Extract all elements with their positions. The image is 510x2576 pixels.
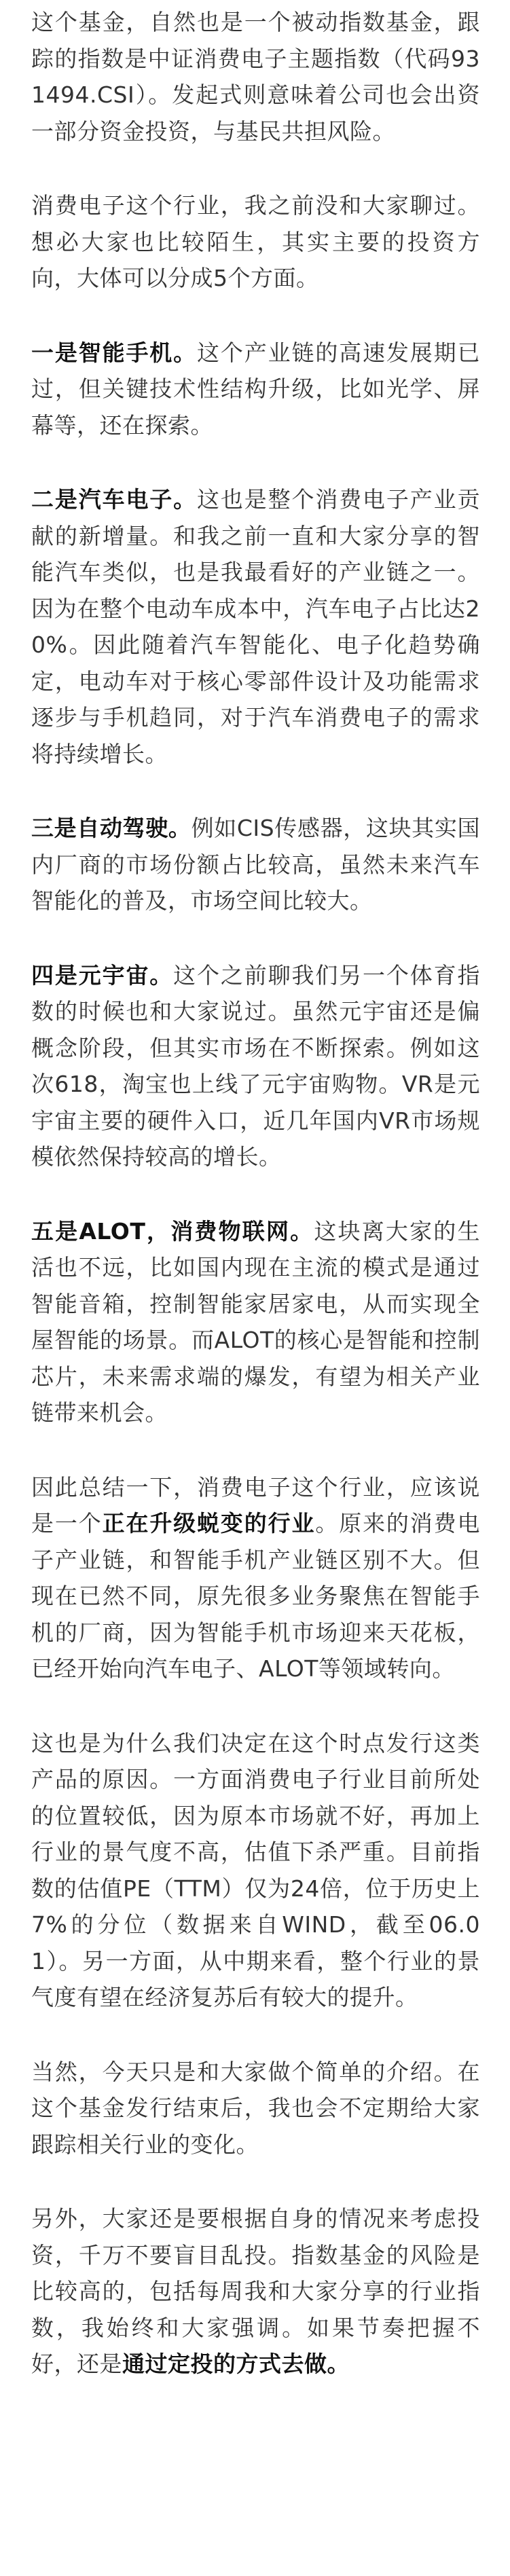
page-bottom-margin (0, 2566, 510, 2576)
paragraph-text: 这也是为什么我们决定在这个时点发行这类产品的原因。一方面消费电子行业目前所处的位置较低，因为原本市场就不好，再加上行业的景气度不高，估值下杀严重。目前指数的估值PE（TTM）仅为24倍，位于历史上7%的分位（数据来自WIND，截至06.01）。另一方面，从中期来看，整个行业的景气度有望在经济复苏后有较大的提升。 (31, 1729, 480, 2010)
paragraph-text: 这块离大家的生活也不远，比如国内现在主流的模式是通过智能音箱，控制智能家居家电，从而实现全屋智能的场景。而ALOT的核心是智能和控制芯片，未来需求端的爆发，有望为相关产业链带来机会。 (31, 1217, 480, 1426)
paragraph-summary (0, 1469, 510, 1687)
paragraph-text: 当然，今天只是和大家做个简单的介绍。在这个基金发行结束后，我也会不定期给大家跟踪相关行业的变化。 (31, 2058, 480, 2158)
paragraph-spacer (0, 1687, 510, 1725)
paragraph-spacer (0, 2163, 510, 2201)
paragraph-metaverse (0, 957, 510, 1175)
paragraph-text: 这也是整个消费电子产业贡献的新增量。和我之前一直和大家分享的智能汽车类似，也是我最看好的产业链之一。因为在整个电动车成本中，汽车电子占比达20%。因此随着汽车智能化、电子化趋势确定，电动车对于核心零部件设计及功能需求逐步与手机趋同，对于汽车消费电子的需求将持续增长。 (31, 486, 481, 767)
section-heading-autonomous-driving: 三是自动驾驶。 (31, 815, 192, 841)
emphasis-regular-investment: 通过定投的方式去做。 (122, 2351, 350, 2377)
paragraph-spacer (0, 772, 510, 810)
emphasis-upgrading-industry: 正在升级蜕变的行业 (102, 1510, 316, 1537)
paragraph-follow-up (0, 2054, 510, 2163)
section-heading-auto-electronics: 二是汽车电子。 (31, 486, 198, 513)
paragraph-spacer (0, 149, 510, 187)
paragraph-spacer (0, 919, 510, 957)
paragraph-spacer (0, 297, 510, 335)
paragraph-autonomous-driving (0, 810, 510, 919)
paragraph-aiot (0, 1213, 510, 1431)
section-heading-aiot: 五是ALOT，消费物联网。 (31, 1217, 314, 1245)
paragraph-text: 这个之前聊我们另一个体育指数的时候也和大家说过。虽然元宇宙还是偏概念阶段，但其实市场在不断探索。例如这次618，淘宝也上线了元宇宙购物。VR是元宇宙主要的硬件入口，近几年国内VR市场规模依然保持较高的增长。 (31, 961, 481, 1170)
paragraph-text: 消费电子这个行业，我之前没和大家聊过。想必大家也比较陌生，其实主要的投资方向，大体可以分成5个方面。 (31, 192, 480, 291)
paragraph-text: 因此总结一下，消费电子这个行业，应该说是一个 (31, 1473, 480, 1537)
paragraph-auto-electronics (0, 481, 510, 772)
paragraph-spacer (0, 1431, 510, 1469)
section-heading-metaverse: 四是元宇宙。 (31, 961, 174, 989)
paragraph-text: 。原来的消费电子产业链，和智能手机产业链区别不大。但现在已然不同，原先很多业务聚焦在智能手机的厂商，因为智能手机市场迎来天花板，已经开始向汽车电子、ALOT等领域转向。 (31, 1510, 481, 1682)
paragraph-timing-valuation (0, 1725, 510, 2016)
paragraph-industry-overview (0, 187, 510, 297)
paragraph-risk-note (0, 2201, 510, 2382)
section-heading-smartphone: 一是智能手机。 (31, 339, 198, 366)
paragraph-spacer (0, 1175, 510, 1213)
paragraph-text: 这个基金，自然也是一个被动指数基金，跟踪的指数是中证消费电子主题指数（代码931494.CSI）。发起式则意味着公司也会出资一部分资金投资，与基民共担风险。 (31, 9, 480, 145)
paragraph-text: 这个产业链的高速发展期已过，但关键技术性结构升级，比如光学、屏幕等，还在探索。 (31, 339, 481, 439)
paragraph-fund-intro (0, 0, 510, 149)
paragraph-text: 另外，大家还是要根据自身的情况来考虑投资，千万不要盲目乱投。指数基金的风险是比较高的，包括每周我和大家分享的行业指数，我始终和大家强调。如果节奏把握不好，还是 (31, 2205, 480, 2377)
paragraph-smartphone (0, 335, 510, 444)
paragraph-text: 例如CIS传感器，这块其实国内厂商的市场份额占比较高，虽然未来汽车智能化的普及，市场空间比较大。 (31, 815, 480, 914)
paragraph-spacer (0, 443, 510, 481)
paragraph-spacer (0, 2016, 510, 2054)
